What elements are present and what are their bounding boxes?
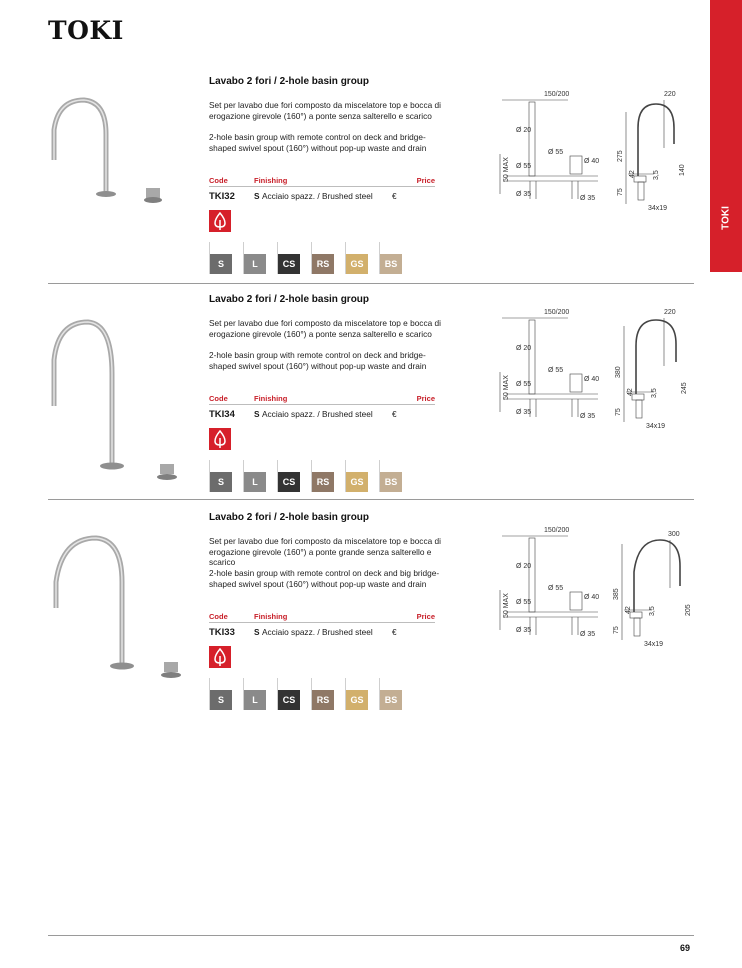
dim-d40: Ø 40 <box>584 376 600 383</box>
dim-d55: Ø 55 <box>548 149 564 156</box>
dim-d35: Ø 35 <box>516 627 532 634</box>
dim-side-width: 300 <box>668 531 680 538</box>
dim-spout: 205 <box>685 604 692 616</box>
dim-d55: Ø 55 <box>548 367 564 374</box>
swatch-rs[interactable]: RS <box>312 472 334 492</box>
dim-d40: Ø 40 <box>584 594 600 601</box>
description-en: 2-hole basin group with remote control on deck and big bridge-shaped swivel spout (160°) without pop-up waste and drain <box>209 568 440 589</box>
product-section <box>48 506 694 724</box>
section-divider <box>48 283 694 284</box>
header-price: Price <box>416 394 435 403</box>
table-header <box>209 612 435 622</box>
finish-text: Acciaio spazz. / Brushed steel <box>262 409 373 419</box>
dim-d35: Ø 35 <box>516 191 532 198</box>
dim-base: 34x19 <box>646 423 666 430</box>
description-en: 2-hole basin group with remote control on deck and bridge-shaped swivel spout (160°) without pop-up waste and drain <box>209 350 427 371</box>
swatch-s[interactable]: S <box>210 472 232 492</box>
side-tab[interactable] <box>710 0 742 272</box>
dim-h42: 42 <box>625 606 632 614</box>
dim-d20: Ø 20 <box>516 127 532 134</box>
description-it: Set per lavabo due fori composto da miscelatore top e bocca di erogazione girevole (160°) a ponte senza salterello e scarico <box>209 100 441 121</box>
finish-letter: S <box>254 627 260 637</box>
table-header <box>209 394 435 404</box>
dim-d40: Ø 40 <box>584 158 600 165</box>
dim-d35b: Ø 35 <box>580 631 596 638</box>
swatch-s[interactable]: S <box>210 690 232 710</box>
dim-top-width: 150/200 <box>544 527 570 534</box>
swatch-gs[interactable]: GS <box>346 472 368 492</box>
dim-height: 385 <box>613 588 620 600</box>
dim-max: 50 MAX <box>503 157 510 182</box>
dim-max: 50 MAX <box>503 375 510 400</box>
header-price: Price <box>416 176 435 185</box>
header-finishing: Finishing <box>254 176 288 185</box>
dim-h75: 75 <box>615 408 622 416</box>
dim-h35: 3,5 <box>651 388 658 398</box>
faucet-image <box>48 76 198 271</box>
header-finishing: Finishing <box>254 394 288 403</box>
dim-d55: Ø 55 <box>548 585 564 592</box>
price-symbol: € <box>392 409 397 419</box>
product-row <box>209 627 449 641</box>
product-row <box>209 191 449 205</box>
dim-d20: Ø 20 <box>516 345 532 352</box>
dim-h75: 75 <box>613 626 620 634</box>
table-divider <box>209 186 435 187</box>
finish-text: Acciaio spazz. / Brushed steel <box>262 627 373 637</box>
swatch-rs[interactable]: RS <box>312 254 334 274</box>
dim-base: 34x19 <box>648 205 668 212</box>
table-header <box>209 176 435 186</box>
dim-side-width: 220 <box>664 91 676 98</box>
dim-h35: 3,5 <box>649 606 656 616</box>
dim-spout: 140 <box>679 164 686 176</box>
brand-title: TOKI <box>48 16 124 45</box>
swatch-l[interactable]: L <box>244 472 266 492</box>
watersaving-badge-icon <box>209 210 231 232</box>
page-number: 69 <box>680 943 691 953</box>
dim-base: 34x19 <box>644 641 664 648</box>
header-price: Price <box>416 612 435 621</box>
swatch-s[interactable]: S <box>210 254 232 274</box>
dim-height: 380 <box>615 366 622 378</box>
table-divider <box>209 622 435 623</box>
section-title: Lavabo 2 fori / 2-hole basin group <box>209 76 370 87</box>
section-title: Lavabo 2 fori / 2-hole basin group <box>209 512 370 523</box>
product-code: TKI32 <box>209 191 235 202</box>
dim-h42: 42 <box>629 170 636 178</box>
dim-side-width: 220 <box>664 309 676 316</box>
finish-letter: S <box>254 409 260 419</box>
finish-letter: S <box>254 191 260 201</box>
technical-drawing <box>448 520 694 650</box>
side-tab-label: TOKI <box>720 206 732 230</box>
swatch-bs[interactable]: BS <box>380 254 402 274</box>
product-section <box>48 70 694 288</box>
finish-swatches <box>209 460 409 494</box>
dim-h75: 75 <box>617 188 624 196</box>
watersaving-badge-icon <box>209 646 231 668</box>
faucet-image <box>48 512 198 707</box>
swatch-l[interactable]: L <box>244 690 266 710</box>
dim-d35: Ø 35 <box>516 409 532 416</box>
dim-height: 275 <box>617 150 624 162</box>
finish-text: Acciaio spazz. / Brushed steel <box>262 191 373 201</box>
header-code: Code <box>209 176 228 185</box>
header-code: Code <box>209 394 228 403</box>
product-code: TKI33 <box>209 627 235 638</box>
technical-drawing <box>448 302 694 432</box>
header-finishing: Finishing <box>254 612 288 621</box>
dim-d20: Ø 20 <box>516 563 532 570</box>
swatch-gs[interactable]: GS <box>346 690 368 710</box>
technical-drawing <box>448 84 694 214</box>
dim-d35b: Ø 35 <box>580 195 596 202</box>
dim-max: 50 MAX <box>503 593 510 618</box>
swatch-bs[interactable]: BS <box>380 472 402 492</box>
swatch-bs[interactable]: BS <box>380 690 402 710</box>
description-it: Set per lavabo due fori composto da miscelatore top e bocca di erogazione girevole (160°) a ponte senza salterello e scarico <box>209 318 441 339</box>
description-it: Set per lavabo due fori composto da miscelatore top e bocca di erogazione girevole (160°) a ponte grande senza salterello e scarico <box>209 536 441 567</box>
finish-swatches <box>209 678 409 712</box>
product-code: TKI34 <box>209 409 235 420</box>
swatch-cs[interactable]: CS <box>278 472 300 492</box>
dim-h42: 42 <box>627 388 634 396</box>
price-symbol: € <box>392 191 397 201</box>
dim-d55b: Ø 55 <box>516 381 532 388</box>
dim-d55b: Ø 55 <box>516 599 532 606</box>
swatch-gs[interactable]: GS <box>346 254 368 274</box>
swatch-cs[interactable]: CS <box>278 254 300 274</box>
price-symbol: € <box>392 627 397 637</box>
section-divider <box>48 499 694 500</box>
swatch-rs[interactable]: RS <box>312 690 334 710</box>
dim-d35b: Ø 35 <box>580 413 596 420</box>
swatch-cs[interactable]: CS <box>278 690 300 710</box>
dim-spout: 245 <box>681 382 688 394</box>
dim-top-width: 150/200 <box>544 309 570 316</box>
faucet-image <box>48 294 198 489</box>
header-code: Code <box>209 612 228 621</box>
description-en: 2-hole basin group with remote control on deck and bridge-shaped swivel spout (160°) without pop-up waste and drain <box>209 132 427 153</box>
dim-d55b: Ø 55 <box>516 163 532 170</box>
table-divider <box>209 404 435 405</box>
dim-top-width: 150/200 <box>544 91 570 98</box>
footer-divider <box>48 935 694 936</box>
product-row <box>209 409 449 423</box>
dim-h35: 3,5 <box>653 170 660 180</box>
finish-swatches <box>209 242 409 276</box>
product-section <box>48 288 694 506</box>
swatch-l[interactable]: L <box>244 254 266 274</box>
watersaving-badge-icon <box>209 428 231 450</box>
section-title: Lavabo 2 fori / 2-hole basin group <box>209 294 370 305</box>
